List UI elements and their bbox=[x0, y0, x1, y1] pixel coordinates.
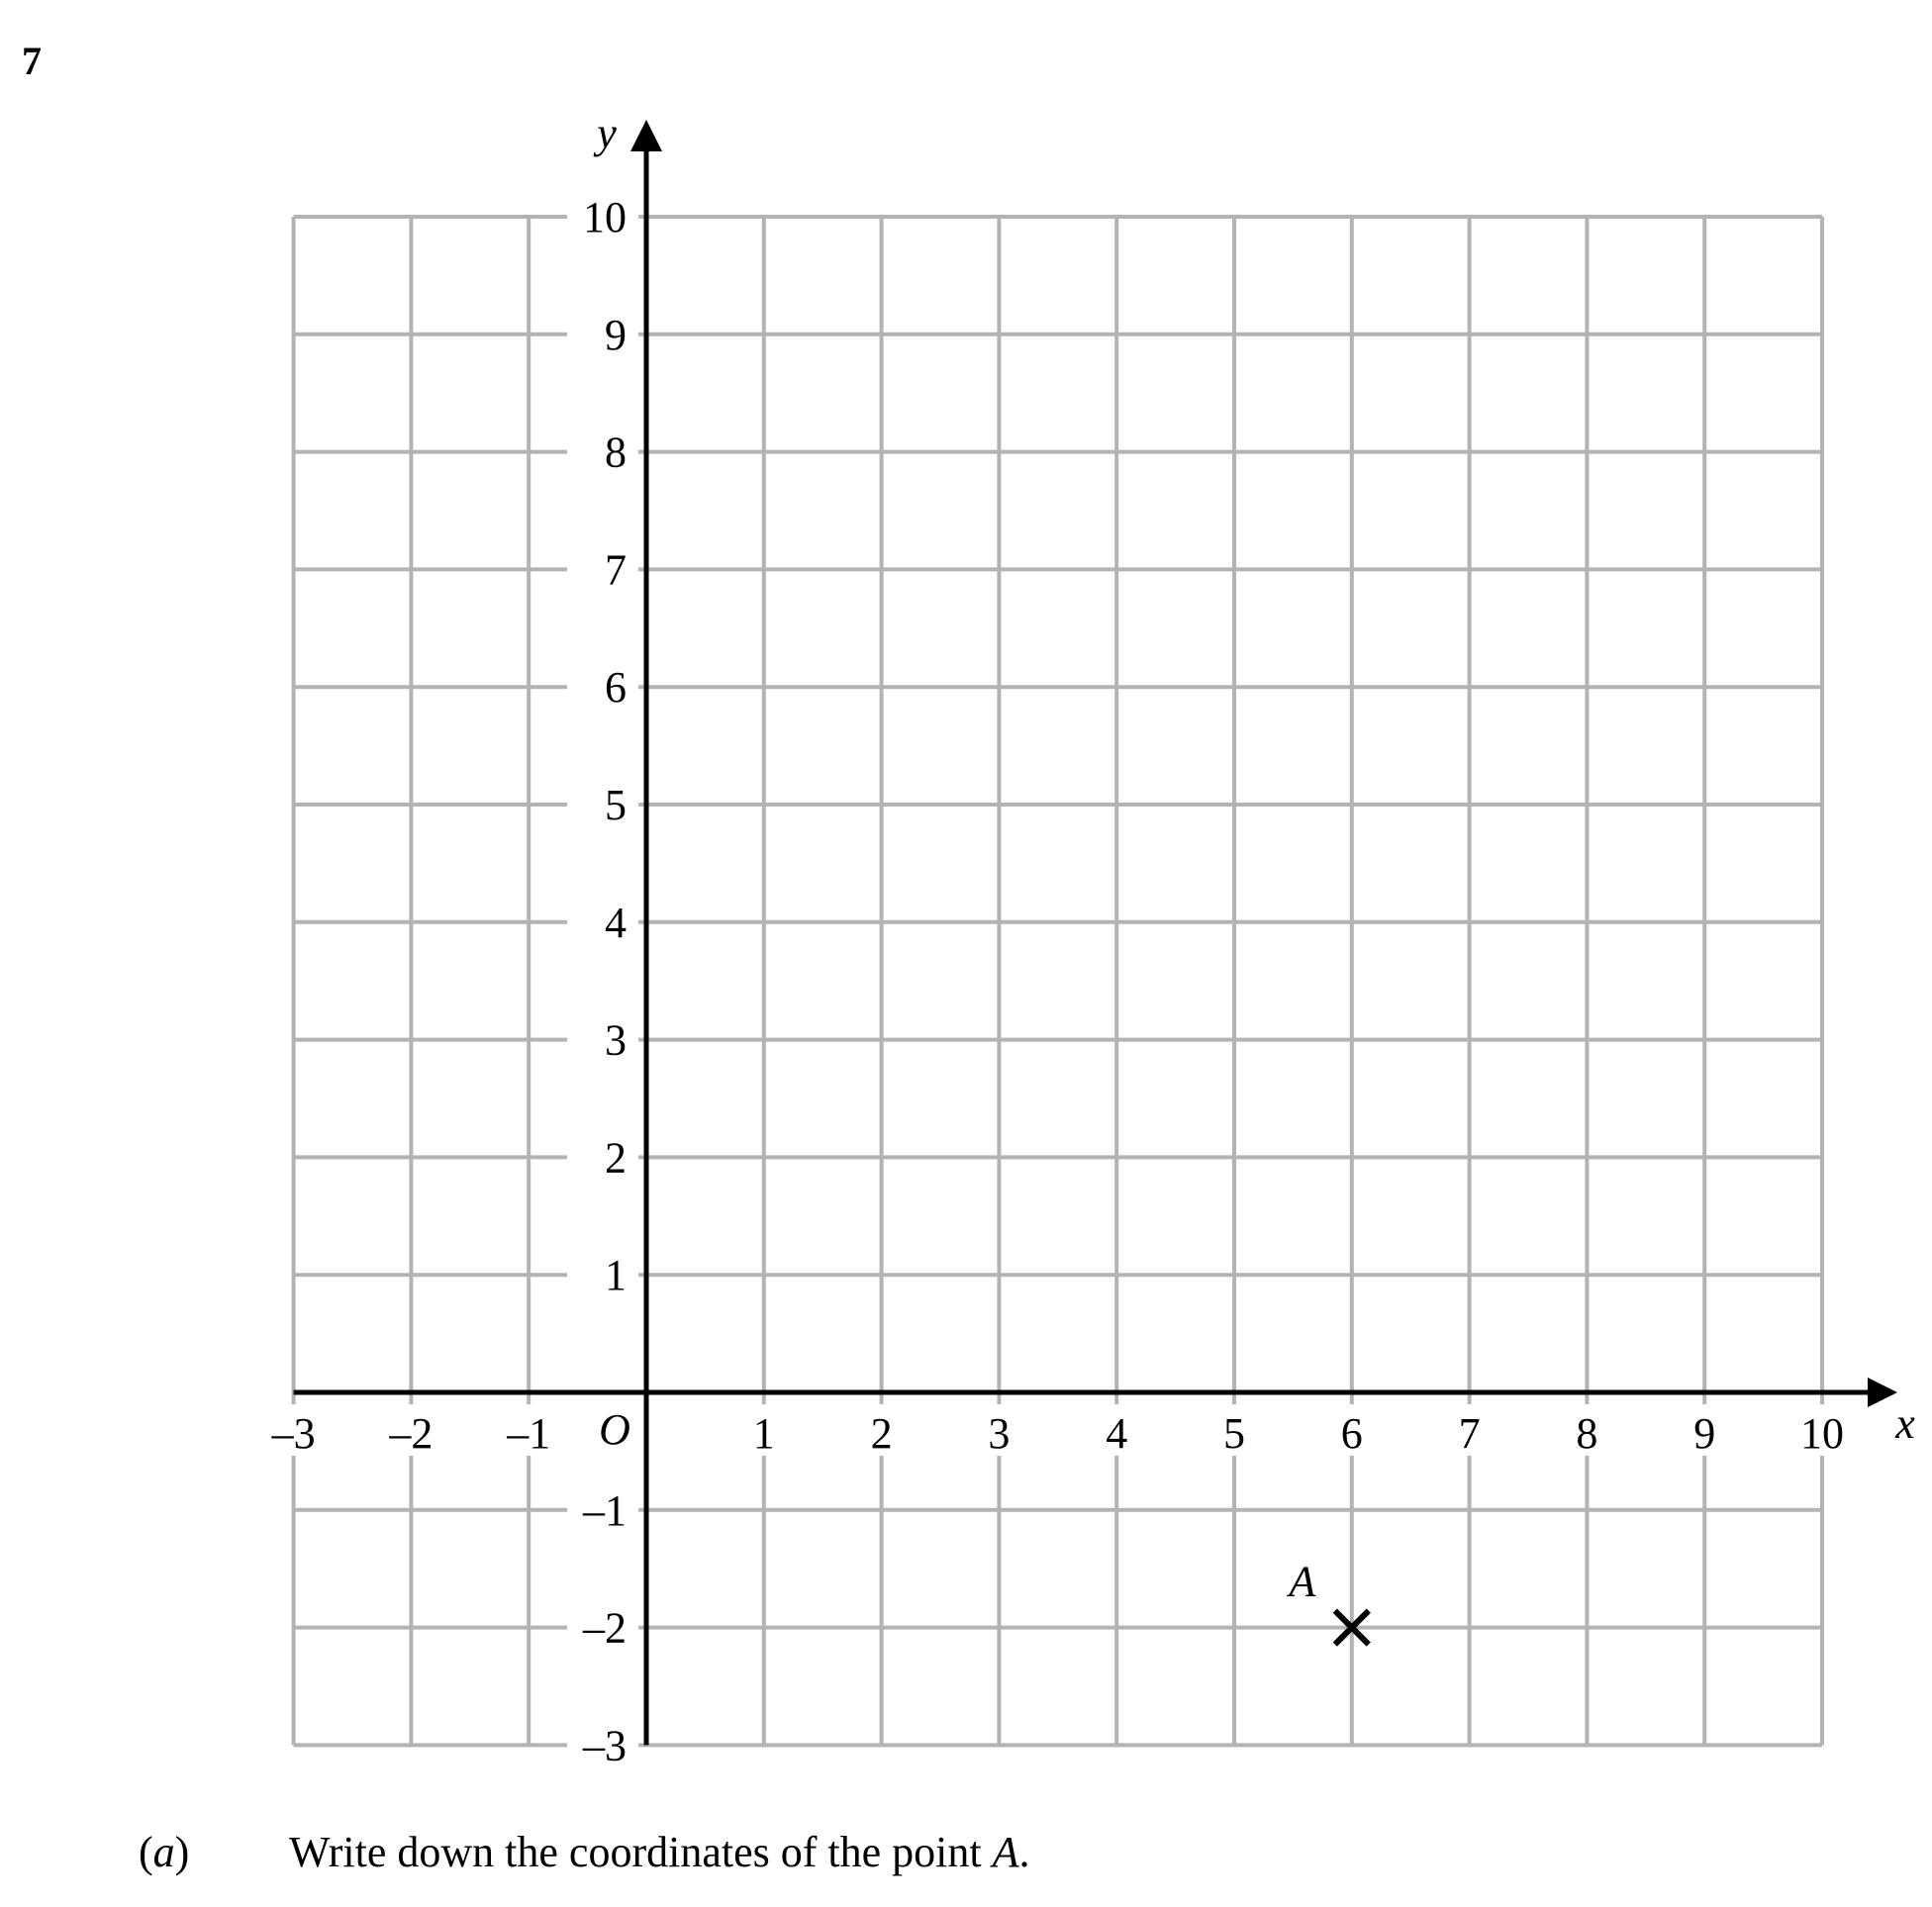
tick-labels bbox=[271, 109, 1916, 1769]
y-label-background bbox=[567, 311, 638, 358]
x-tick-label: 8 bbox=[1576, 1409, 1598, 1458]
y-label-background bbox=[567, 1251, 638, 1298]
y-tick-label: 1 bbox=[605, 1251, 627, 1300]
y-tick-label: 7 bbox=[605, 545, 627, 595]
x-tick-label: 2 bbox=[870, 1409, 893, 1458]
point-label: A bbox=[1289, 1557, 1316, 1606]
x-tick-label: –3 bbox=[271, 1409, 316, 1458]
y-axis-label: y bbox=[597, 109, 617, 157]
y-label-background bbox=[567, 545, 638, 593]
origin-label: O bbox=[599, 1405, 630, 1454]
x-tick-label: 3 bbox=[988, 1409, 1011, 1458]
x-tick-label: 1 bbox=[752, 1409, 775, 1458]
x-tick-label: 9 bbox=[1693, 1409, 1716, 1458]
x-tick-label: 5 bbox=[1223, 1409, 1245, 1458]
y-tick-label: –2 bbox=[583, 1603, 627, 1653]
grid-lines bbox=[262, 193, 1854, 1768]
x-tick-label: –1 bbox=[507, 1409, 551, 1458]
y-label-background bbox=[567, 1133, 638, 1181]
question-number: 7 bbox=[22, 39, 42, 83]
y-axis-arrow-icon bbox=[630, 120, 662, 151]
y-tick-label: 4 bbox=[605, 898, 627, 947]
x-tick-label: 6 bbox=[1340, 1409, 1363, 1458]
y-tick-label: 8 bbox=[605, 428, 627, 477]
x-tick-label: –2 bbox=[389, 1409, 434, 1458]
y-tick-label: 9 bbox=[605, 310, 627, 359]
y-tick-label: 2 bbox=[605, 1133, 627, 1183]
y-tick-label: 6 bbox=[605, 663, 627, 713]
y-tick-label: 3 bbox=[605, 1015, 627, 1065]
prompt-point-name: A bbox=[992, 1828, 1019, 1876]
y-label-background bbox=[567, 429, 638, 476]
axes bbox=[294, 120, 1897, 1745]
points-layer bbox=[1286, 1558, 1368, 1645]
question-prompt: Write down the coordinates of the point A. bbox=[289, 1828, 1030, 1876]
y-tick-label: –1 bbox=[583, 1485, 627, 1535]
y-tick-label: 5 bbox=[605, 781, 627, 829]
y-label-background bbox=[567, 899, 638, 946]
x-axis-label: x bbox=[1895, 1399, 1915, 1448]
y-label-background bbox=[567, 781, 638, 828]
x-tick-label: 10 bbox=[1800, 1409, 1844, 1458]
y-tick-label: –3 bbox=[583, 1721, 627, 1770]
y-label-background bbox=[567, 1016, 638, 1064]
x-tick-label: 7 bbox=[1458, 1409, 1481, 1458]
x-tick-label: 4 bbox=[1106, 1409, 1128, 1458]
x-axis-arrow-icon bbox=[1868, 1378, 1897, 1407]
y-tick-label: 10 bbox=[583, 193, 627, 241]
y-label-background bbox=[567, 663, 638, 711]
part-label: (a) bbox=[139, 1828, 190, 1876]
